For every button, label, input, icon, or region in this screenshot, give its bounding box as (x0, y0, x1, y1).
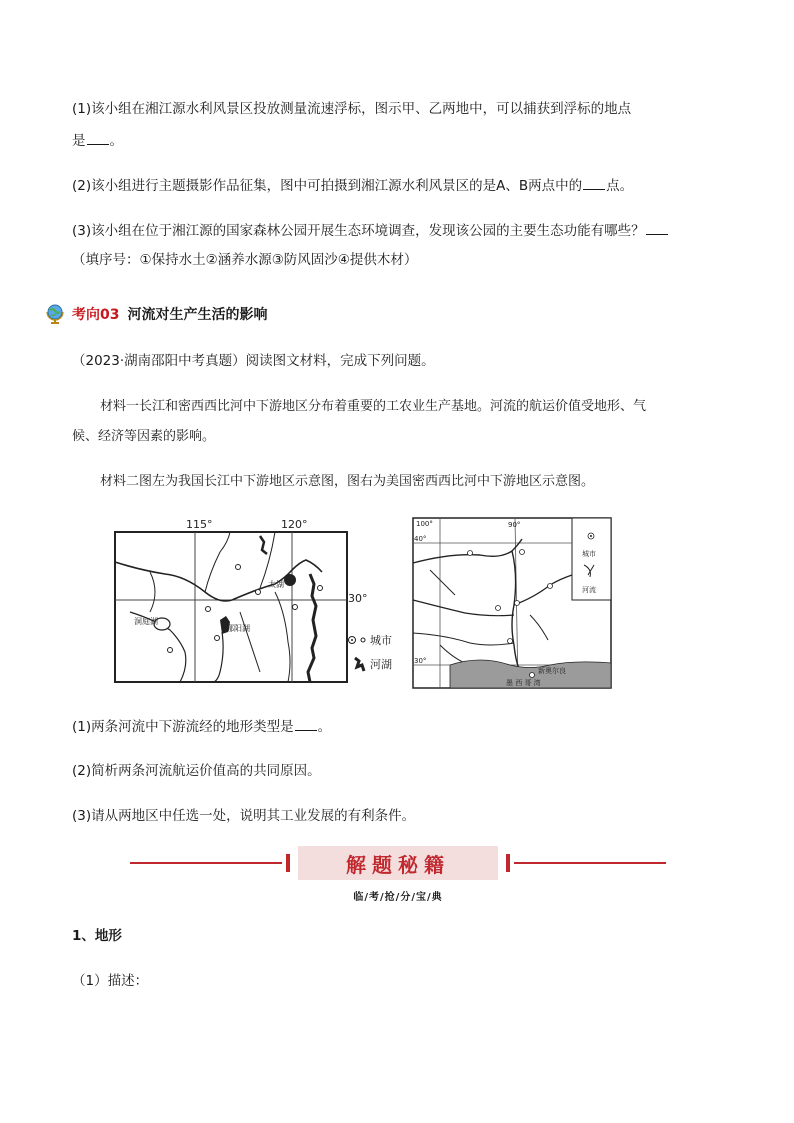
lon-label-115: 115° (186, 518, 213, 531)
question-1-prefix: 是 (72, 133, 86, 149)
tips-subheading-describe: （1）描述： (72, 973, 149, 989)
answer-blank[interactable] (87, 130, 109, 145)
tips-banner (130, 846, 666, 903)
banner-subtitle: 临/考/抢/分/宝/典 (353, 892, 443, 903)
lat-label-30: 30° (414, 657, 427, 665)
lon-label-90: 90° (508, 521, 521, 529)
tips-heading-terrain: 1、地形 (72, 928, 122, 944)
label-gulf: 墨 西 哥 湾 (506, 679, 541, 687)
question-1-line1: (1)该小组在湘江源水利风景区投放测量流速浮标，图示甲、乙两地中，可以捕获到浮标的地点 (72, 101, 632, 117)
answer-blank[interactable] (583, 175, 605, 190)
lon-label-120: 120° (281, 518, 308, 531)
answer-blank[interactable] (646, 220, 668, 235)
banner-left-line (130, 862, 282, 864)
question-1-end: 。 (109, 133, 123, 149)
question-source: （2023·湖南邵阳中考真题）阅读图文材料，完成下列问题。 (72, 353, 435, 369)
label-taihu: 太湖 (268, 580, 284, 589)
question-q1-end: 。 (317, 719, 332, 735)
question-3-line2: （填序号：①保持水土②涵养水源③防风固沙④提供木材） (72, 252, 418, 268)
lon-label-100: 100° (416, 520, 433, 528)
question-3-line1 (72, 220, 669, 242)
question-1-line2 (72, 130, 123, 152)
question-2 (72, 175, 633, 197)
question-2-end: 点。 (606, 178, 634, 194)
material-2: 材料二图左为我国长江中下游地区示意图，图右为美国密西西比河中下游地区示意图。 (100, 474, 595, 489)
banner-right-line (514, 862, 666, 864)
lat-label-30: 30° (348, 592, 368, 605)
question-q3: (3)请从两地区中任选一处，说明其工业发展的有利条件。 (72, 808, 416, 824)
banner-title-box (298, 846, 498, 880)
question-q1-text: (1)两条河流中下游流经的地形类型是 (72, 719, 294, 735)
tai-lake (284, 574, 296, 586)
section-heading (44, 300, 267, 328)
legend-lake-label: 河湖 (370, 658, 392, 671)
legend-city-label: 城市 (370, 634, 392, 647)
legend-city-label-right: 城市 (582, 550, 596, 558)
legend-river-label-right: 河流 (582, 586, 596, 594)
lat-label-40: 40° (414, 535, 427, 543)
question-q1 (72, 716, 331, 738)
question-q2: (2)简析两条河流航运价值高的共同原因。 (72, 763, 321, 779)
question-2-text: (2)该小组进行主题摄影作品征集，图中可拍摄到湘江源水利风景区的是A、B两点中的 (72, 178, 583, 194)
section-title: 河流对生产生活的影响 (127, 307, 268, 323)
label-poyang: 鄱阳湖 (226, 624, 250, 633)
question-3-text: (3)该小组在位于湘江源的国家森林公园开展生态环境调查，发现该公园的主要生态功能有哪些？ (72, 223, 645, 239)
mississippi-map (410, 515, 615, 690)
yangtze-map (110, 512, 400, 692)
banner-right-bar (506, 854, 510, 872)
legend-lake-icon (355, 658, 364, 671)
label-new-orleans: 新奥尔良 (538, 667, 566, 675)
answer-blank[interactable] (295, 716, 317, 731)
section-tag: 考向03 (72, 307, 120, 323)
banner-left-bar (286, 854, 290, 872)
material-1-line1: 材料一长江和密西西比河中下游地区分布着重要的工农业生产基地。河流的航运价值受地形、气 (100, 399, 647, 414)
label-dongting: 洞庭湖 (134, 617, 158, 626)
banner-title: 解题秘籍 (346, 852, 450, 877)
globe-icon (44, 303, 66, 325)
material-1-line2: 候、经济等因素的影响。 (72, 429, 216, 444)
